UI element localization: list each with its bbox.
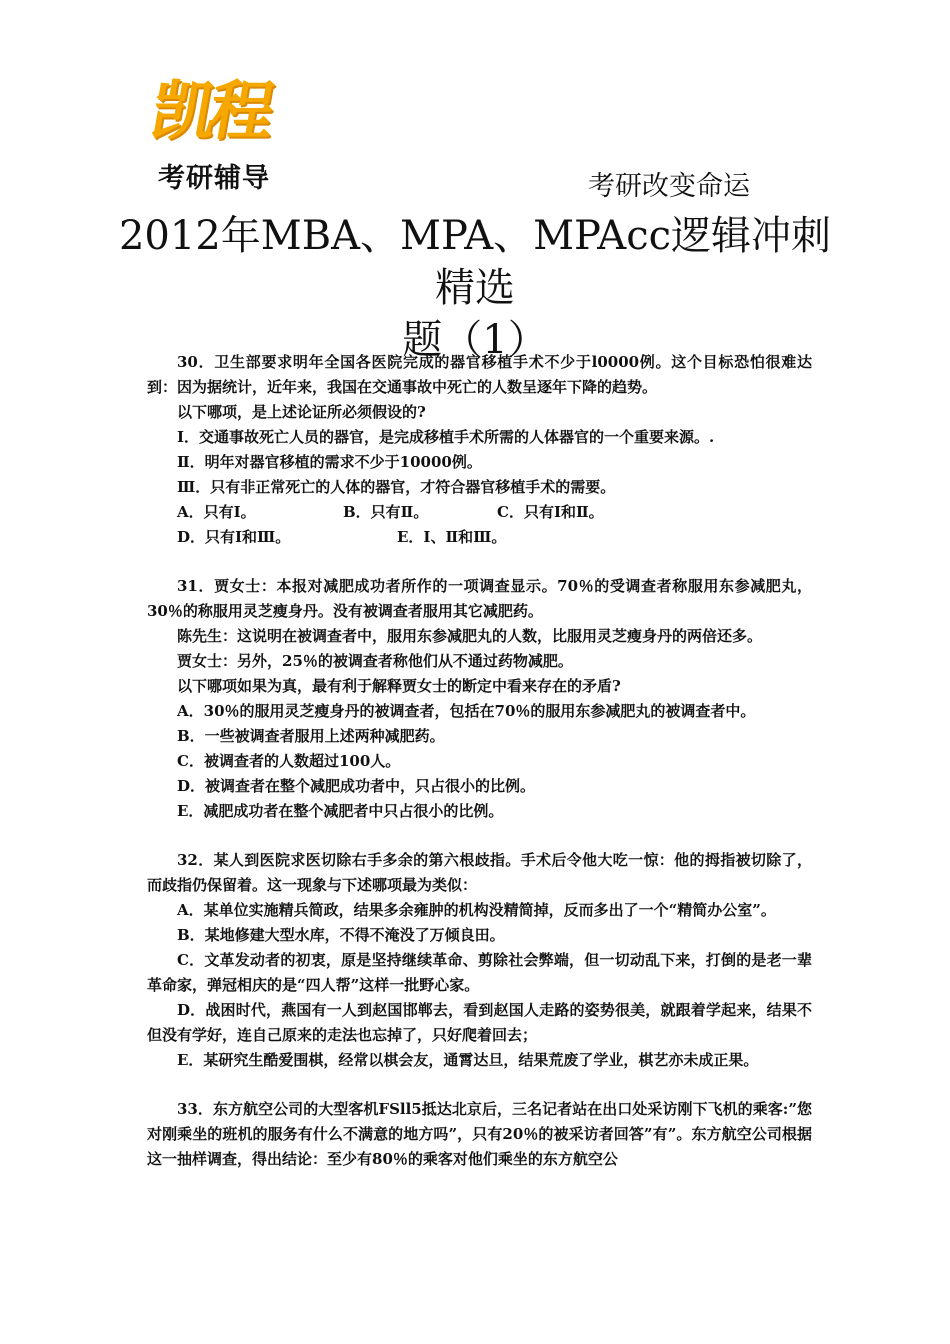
- question-30-stem: 30．卫生部要求明年全国各医院完成的器官移植手术不少于l0000例。这个目标恐怕很难达到：因为据统计，近年来，我国在交通事故中死亡的人数呈逐年下降的趋势。: [147, 353, 812, 396]
- option-b: B．一些被调查者服用上述两种减肥药。: [177, 727, 445, 745]
- title-line-2: 题（1）: [402, 317, 548, 363]
- question-30-statement-1: Ⅰ．交通事故死亡人员的器官，是完成移植手术所需的人体器官的一个重要来源。.: [177, 428, 715, 446]
- logo-wordmark: 凯程: [145, 75, 275, 149]
- option-e: E．Ⅰ、Ⅱ和Ⅲ。: [397, 528, 507, 546]
- option-b: B．某地修建大型水库，不得不淹没了万倾良田。: [177, 926, 505, 944]
- option-e: E．某研究生酷爱围棋，经常以棋会友，通霄达旦，结果荒废了学业，棋艺亦未成正果。: [177, 1051, 759, 1069]
- page-title: [100, 210, 850, 366]
- option-b: B．只有Ⅱ。: [343, 503, 429, 521]
- question-31-prompt: 以下哪项如果为真，最有利于解释贾女士的断定中看来存在的矛盾?: [177, 677, 621, 695]
- option-c: C．文革发动者的初衷，原是坚持继续革命、剪除社会弊端，但一切动乱下来，打倒的是老一辈革命家，弹冠相庆的是“四人帮”这样一批野心家。: [147, 951, 812, 994]
- kaicheng-logo: [146, 72, 306, 200]
- document-body: [147, 350, 812, 1196]
- question-30-prompt: 以下哪项，是上述论证所必须假设的?: [177, 403, 426, 421]
- title-line-1: 2012年MBA、MPA、MPAcc逻辑冲刺精选: [118, 213, 831, 311]
- question-30-options-row-1: [147, 500, 812, 525]
- slogan: 考研改变命运: [588, 171, 750, 202]
- question-32-stem: 32．某人到医院求医切除右手多余的第六根歧指。手术后令他大吃一惊：他的拇指被切除了，而歧指仍保留着。这一现象与下述哪项最为类似：: [147, 851, 812, 894]
- option-d: D．只有Ⅰ和Ⅲ。: [177, 528, 291, 546]
- option-d: D．被调查者在整个减肥成功者中，只占很小的比例。: [177, 777, 536, 795]
- question-31-paragraph-3: 贾女士：另外，25％的被调查者称他们从不通过药物减肥。: [177, 652, 573, 670]
- question-33: [147, 1097, 812, 1172]
- option-c: C．只有Ⅰ和Ⅱ。: [497, 503, 604, 521]
- question-32: [147, 848, 812, 1073]
- question-30-statement-2: Ⅱ．明年对器官移植的需求不少于10000例。: [177, 453, 482, 471]
- question-31: [147, 574, 812, 824]
- question-30: [147, 350, 812, 550]
- option-a: A．只有Ⅰ。: [177, 503, 256, 521]
- option-c: C．被调查者的人数超过100人。: [177, 752, 401, 770]
- option-a: A．某单位实施精兵简政，结果多余雍肿的机构没精简掉，反而多出了一个“精简办公室”。: [177, 901, 776, 919]
- question-30-statement-3: Ⅲ．只有非正常死亡的人体的器官，才符合器官移植手术的需要。: [177, 478, 616, 496]
- option-e: E．减肥成功者在整个减肥者中只占很小的比例。: [177, 802, 504, 820]
- question-30-options-row-2: [147, 525, 812, 550]
- logo-subtitle: 考研辅导: [158, 163, 270, 194]
- question-33-stem: 33．东方航空公司的大型客机FSll5抵达北京后，三名记者站在出口处采访刚下飞机的乘客:”您对刚乘坐的班机的服务有什么不满意的地方吗”，只有20％的被采访者回答”有”。东方航空公司根据这一抽样调查，得出结论：至少有80％的乘客对他们乘坐的东方航空公: [147, 1100, 812, 1168]
- question-31-paragraph-2: 陈先生：这说明在被调查者中，服用东参减肥丸的人数，比服用灵芝瘦身丹的两倍还多。: [177, 627, 763, 645]
- question-31-paragraph-1: 31．贾女士：本报对减肥成功者所作的一项调查显示。70％的受调查者称服用东参减肥丸，30％的称服用灵芝瘦身丹。没有被调查者服用其它减肥药。: [147, 577, 812, 620]
- option-a: A．30％的服用灵芝瘦身丹的被调查者，包括在70％的服用东参减肥丸的被调查者中。: [177, 702, 756, 720]
- option-d: D．战困时代，燕国有一人到赵国邯郸去，看到赵国人走路的姿势很美，就跟着学起来，结果不但没有学好，连自己原来的走法也忘掉了，只好爬着回去；: [147, 1001, 812, 1044]
